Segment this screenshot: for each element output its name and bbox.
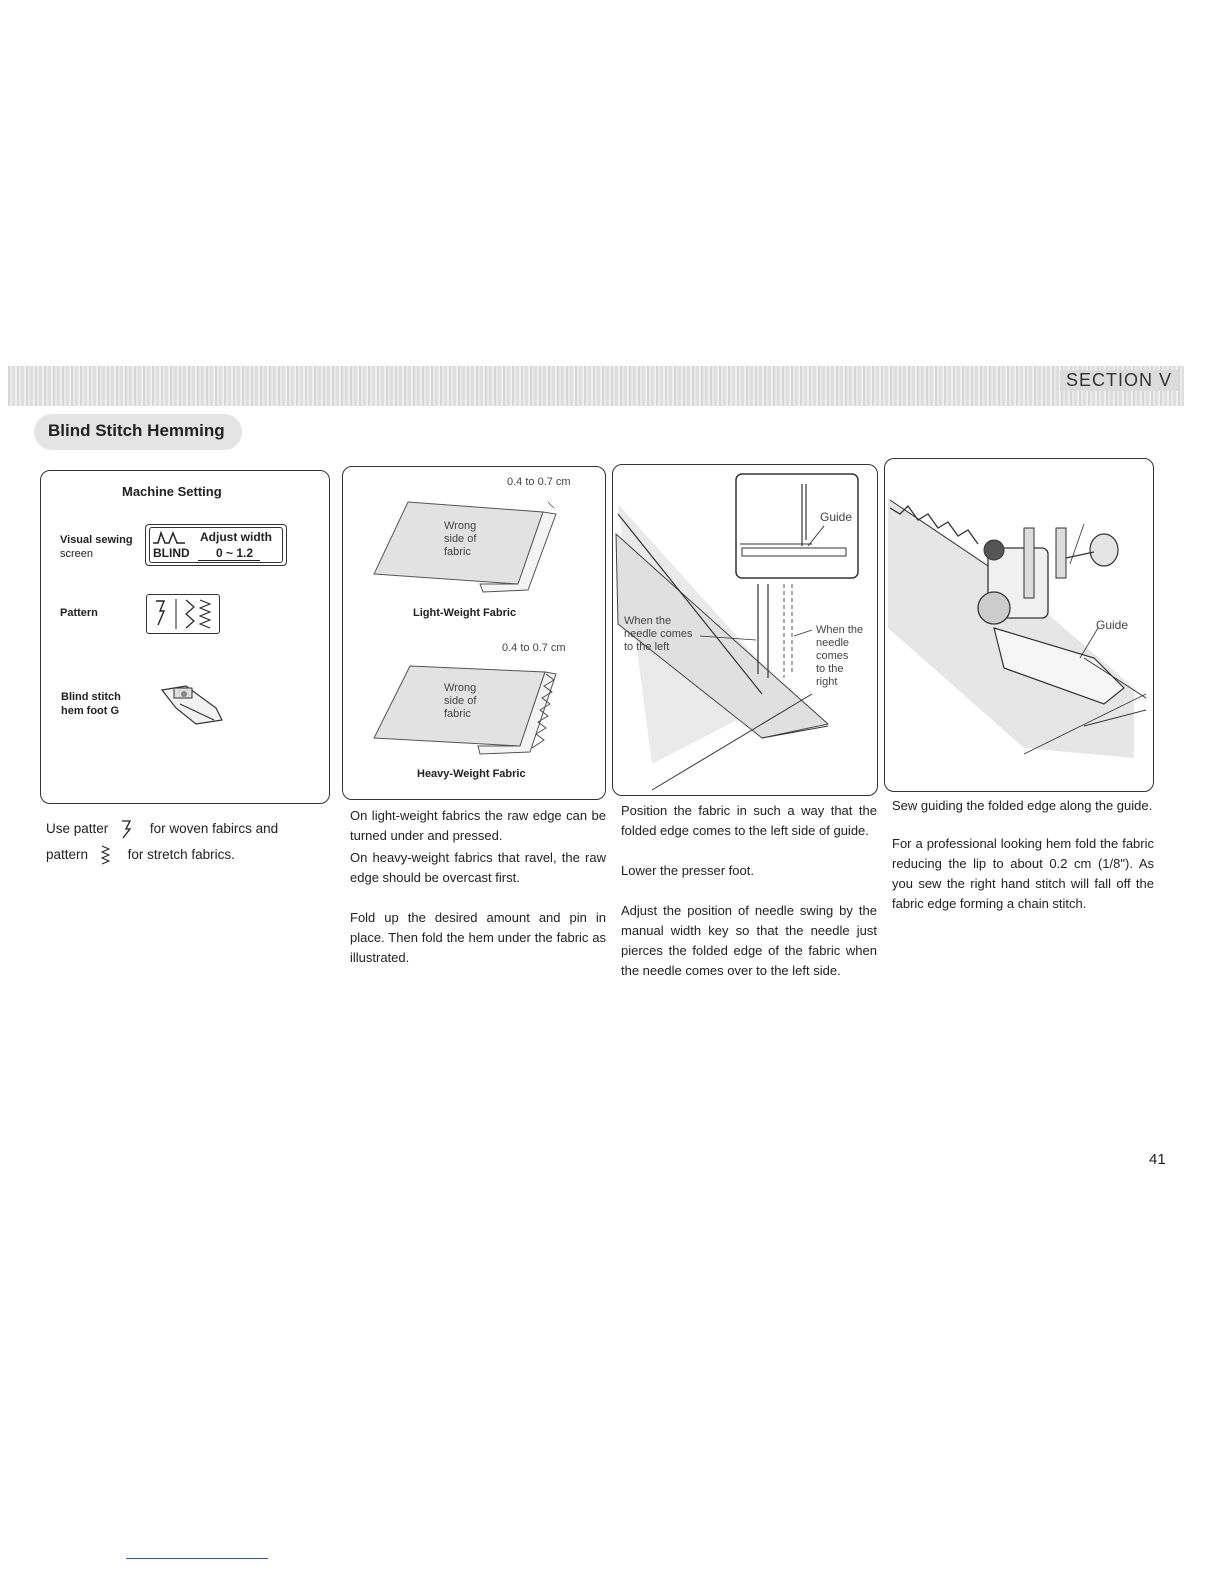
measure-top: 0.4 to 0.7 cm [507, 476, 571, 488]
column-1-text [46, 816, 326, 868]
screen-underline [198, 560, 260, 561]
hem-foot-icon [156, 680, 228, 728]
guide-label-fig4: Guide [1096, 618, 1129, 632]
guide-label-fig3: Guide [820, 510, 853, 524]
right-line-1: When the [816, 624, 864, 636]
hem-foot-label-1: Blind stitch [61, 691, 121, 703]
blind-stitch-icon [152, 530, 186, 544]
stretch-pattern-icon [100, 844, 112, 866]
page-title: Blind Stitch Hemming [48, 421, 225, 440]
col1-line-1 [46, 816, 326, 842]
wrong-side-label-2 [444, 682, 476, 721]
left-line-3: to the left [624, 641, 670, 653]
wrong-line-3: fabric [444, 546, 471, 558]
col2-p2: On heavy-weight fabrics that ravel, the raw edge should be overcast first. [350, 850, 606, 885]
bottom-rule [126, 1558, 268, 1559]
col2-p1: On light-weight fabrics the raw edge can be turned under and pressed. [350, 808, 606, 843]
col2-p3: Fold up the desired amount and pin in place. Then fold the hem under the fabric as illustrated. [350, 910, 606, 965]
col1-text-d: for stretch fabrics. [127, 847, 235, 862]
machine-setting-heading: Machine Setting [122, 484, 222, 499]
screen-mode: BLIND [153, 546, 190, 560]
right-line-3: comes [816, 650, 849, 662]
left-line-2: needle comes [624, 628, 693, 640]
visual-screen-label-2: screen [60, 548, 94, 560]
left-line-1: When the [624, 615, 672, 627]
needle-left-label [624, 615, 693, 654]
right-line-4: to the [816, 663, 844, 675]
screen-width-range: 0 ~ 1.2 [216, 546, 254, 560]
column-2-text [350, 806, 606, 968]
section-label: SECTION V [1060, 370, 1178, 391]
col3-p3: Adjust the position of needle swing by the manual width key so that the needle just pierces the folded edge of the fabric when the needle comes over to the left side. [621, 903, 877, 978]
col1-text-c: pattern [46, 847, 89, 862]
measure-bottom: 0.4 to 0.7 cm [502, 642, 566, 654]
wrong-line-2: side of [444, 533, 477, 545]
column-4-text [892, 796, 1154, 914]
light-weight-caption: Light-Weight Fabric [413, 607, 517, 619]
wrong2-line-3: fabric [444, 708, 471, 720]
hem-foot-label-2: hem foot G [61, 705, 120, 717]
pattern-stitch-icons [150, 597, 216, 631]
heavy-weight-caption: Heavy-Weight Fabric [417, 768, 526, 780]
right-line-5: right [816, 676, 838, 688]
visual-screen-label-1: Visual sewing [60, 534, 133, 546]
col4-p2: For a professional looking hem fold the fabric reducing the lip to about 0.2 cm (1/8"). As you sew the right hand stitch will fall off the fabric edge forming a chain stitch. [892, 836, 1154, 911]
wrong2-line-2: side of [444, 695, 477, 707]
col3-p2: Lower the presser foot. [621, 863, 754, 878]
col3-p1: Position the fabric in such a way that the folded edge comes to the left side of guide. [621, 803, 877, 838]
blind-pattern-icon [120, 818, 134, 840]
right-line-2: needle [816, 637, 850, 649]
machine-setting-panel [40, 470, 330, 804]
col1-line-2 [46, 842, 326, 868]
pattern-label: Pattern [60, 607, 98, 619]
col1-text-a: Use patter [46, 821, 109, 836]
screen-adjust-width: Adjust width [200, 530, 272, 544]
needle-right-label [816, 624, 863, 689]
page-number: 41 [1149, 1151, 1166, 1168]
wrong-side-label-1 [444, 520, 476, 559]
section-header-band [8, 366, 1184, 406]
wrong2-line-1: Wrong [444, 682, 477, 694]
col4-p1: Sew guiding the folded edge along the guide. [892, 798, 1153, 813]
column-3-text [621, 801, 877, 981]
col1-text-b: for woven fabircs and [149, 821, 279, 836]
wrong-line-1: Wrong [444, 520, 477, 532]
